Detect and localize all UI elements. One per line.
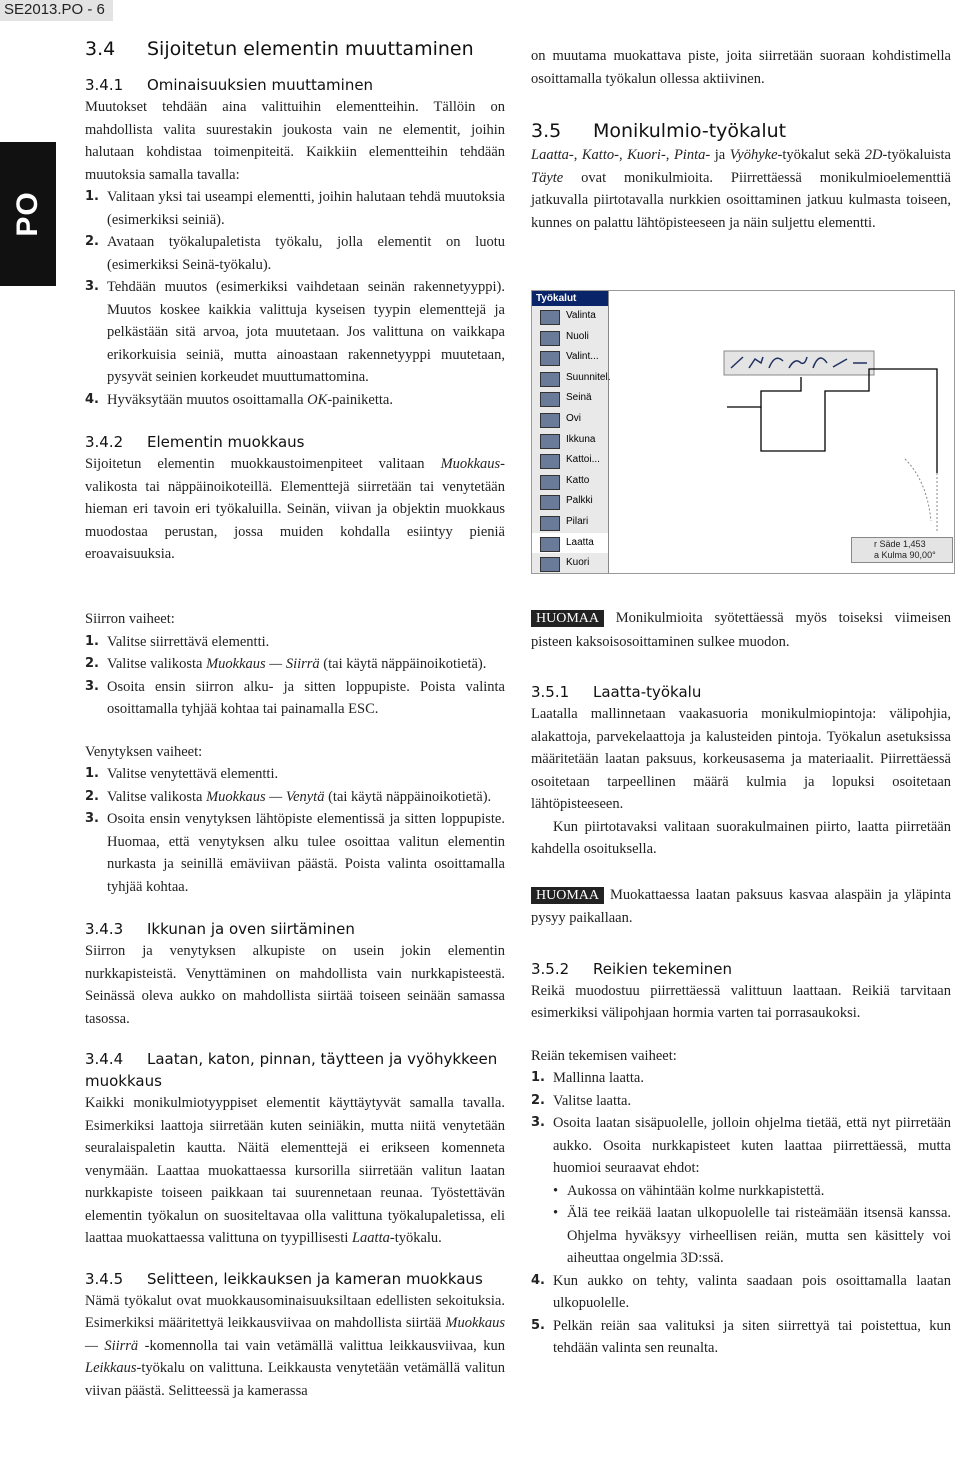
list-item: 1. Mallinna laatta. [531, 1070, 644, 1086]
paragraph-3-4-3: Siirron ja venytyksen alkupiste on usein jokin elementin nurkkapisteistä. Venyttäminen on mahdollista vain nurkkapisteestä. Seinässä oleva aukko on mahdollista siirtää toiseen seinään samassa tasossa. [85, 943, 505, 1027]
tool-kattoi[interactable]: Kattoi... [532, 450, 608, 471]
reika-heading: Reiän tekemisen vaiheet: [531, 1047, 677, 1064]
list-item: 3. Osoita ensin venytyksen lähtöpiste elementissä ja sitten loppupiste. Huomaa, että venytyksen alku tulee osoittaa valitun elementin nurkasta ja seinillä emäviivan päästä. Poista valinta osoittamalla tyhjää kohtaa. [85, 811, 505, 895]
tool-katto[interactable]: Katto [532, 471, 608, 492]
tool-palkki[interactable]: Palkki [532, 491, 608, 512]
plan-icon [540, 372, 560, 387]
right-column-bottom [531, 607, 951, 1360]
list-item: 1. Valitse siirrettävä elementti. [85, 633, 270, 650]
tool-valint[interactable]: Valint... [532, 347, 608, 368]
left-column-bottom [85, 608, 505, 1402]
note-2: HUOMAA Muokattaessa laatan paksuus kasvaa alaspäin ja yläpinta pysyy paikallaan. [531, 886, 952, 926]
marquee-icon [540, 351, 560, 366]
heading-3-4-5: 3.4.5 Selitteen, leikkauksen ja kameran muokkaus [85, 1269, 483, 1288]
coordinate-box: r Säde 1,453 a Kulma 90,00° [851, 537, 953, 563]
note-badge: HUOMAA [531, 610, 604, 627]
list-item: 5. Pelkän reiän saa valituksi ja siten siirrettyä tai poistettua, kun tehdään valinta sen reunalta. [531, 1317, 951, 1356]
list-item: 2. Valitse valikosta Muokkaus — Venytä (tai käytä näppäinoikotietä). [85, 788, 492, 805]
note-1: HUOMAA Monikulmioita syötettäessä myös toiseksi viimeisen pisteen kaksoisosoittaminen sulkee muodon. [531, 610, 951, 650]
paragraph-3-5-1a: Laatalla mallinnetaan vaakasuoria monikulmiopintoja: välipohjia, alakattoja, parvekelaattoja ja kalusteiden pintoja. Työkalun asetuksissa määritetään laatan paksuus, korkeusasema ja materiaalit. Piirrettäessä osoitetaan tarpeellinen määrä kulmia ja lopuksi osoitetaan lähtöpisteeseen. [531, 706, 951, 812]
tool-seina[interactable]: Seinä [532, 388, 608, 409]
list-item: 3. Osoita laatan sisäpuolelle, jolloin ohjelma tietää, että nyt piirretään aukko. Osoita nurkkapisteet kuten laattaa piirrettäessä, mutta huomioi seuraavat ehdot: [531, 1115, 951, 1176]
slab-icon [540, 537, 560, 552]
heading-3-4-2: 3.4.2 Elementin muokkaus [85, 433, 305, 451]
tool-ovi[interactable]: Ovi [532, 409, 608, 430]
geometry-method-toolbar [724, 351, 874, 375]
paragraph-3-5: Laatta-, Katto-, Kuori-, Pinta- ja Vyöhyke-työkalut sekä 2D-työkaluista Täyte ovat monikulmioita. Piirrettäessä monikulmioelementtiä jatkuvalla piirtotavalla nurkkien osoittaminen jatkuu kulmasta toiseen, kunnes on palattu lähtöpisteeseen ja näin suljettu elementti. [531, 147, 951, 231]
tool-ikkuna[interactable]: Ikkuna [532, 430, 608, 451]
tool-nuoli[interactable]: Nuoli [532, 327, 608, 348]
heading-3-5: 3.5 Monikulmio-työkalut [531, 120, 787, 142]
siirto-heading: Siirron vaiheet: [85, 611, 175, 627]
left-column-top [85, 36, 505, 566]
page-header-code: SE2013.PO - 6 [0, 0, 113, 21]
tool-laatta[interactable]: Laatta [532, 533, 608, 554]
ceiling-icon [540, 454, 560, 469]
heading-3-4-3: 3.4.3 Ikkunan ja oven siirtäminen [85, 920, 355, 938]
tool-palette-title: Työkalut [532, 291, 608, 306]
venytys-heading: Venytyksen vaiheet: [85, 743, 203, 760]
paragraph-3-4-1: Muutokset tehdään aina valittuihin elementteihin. Tällöin on mahdollista valita suurestakin joukosta vain ne elementit, joihin halutaan kohdistaa toimenpiteitä. Kaikkiin elementteihin tehdään muutoksia samalla tavalla: [85, 99, 505, 183]
heading-3-4-1: 3.4.1 Ominaisuuksien muuttaminen [85, 76, 374, 94]
list-venytys [85, 763, 505, 898]
list-item: • Aukossa on vähintään kolme nurkkapistettä. [553, 1180, 951, 1203]
arc-guide [905, 459, 931, 521]
heading-3-5-1: 3.5.1 Laatta-työkalu [531, 683, 702, 701]
list-item: 2. Avataan työkalupaletista työkalu, jolla elementit on luotu (esimerkiksi Seinä-työkalu). [85, 234, 505, 273]
tool-valinta[interactable]: Valinta [532, 306, 608, 327]
tool-palette [532, 291, 609, 573]
paragraph-3-4-2: Sijoitetun elementin muokkaustoimenpiteet valitaan Muokkaus-valikosta tai näppäinoikoteillä. Elementtejä siirretään tai venytetään hieman eri tavoin eri työkaluilla. Seinän, viivan ja objektin muokkaus muodostaa perustan, jossa muiden kohdalla esiintyy pieniä eroavaisuuksia. [85, 456, 505, 562]
beam-icon [540, 495, 560, 510]
chapter-side-tab: PO [0, 142, 56, 286]
door-icon [540, 413, 560, 428]
heading-3-5-2: 3.5.2 Reikien tekeminen [531, 959, 733, 978]
heading-3-4-4: 3.4.4 Laatan, katon, pinnan, täytteen ja vyöhykkeen muokkaus [85, 1050, 498, 1090]
arrow-icon [540, 331, 560, 346]
paragraph-3-4-5: Nämä työkalut ovat muokkausominaisuuksiltaan edellisten sekoituksia. Esimerkiksi määritettyä leikkausviivaa on mahdollista siirtää Muokkaus — Siirrä -komennolla tai vain vetämällä valittua leikkausviivaa, kun Leikkaus-työkalu on valittuna. Leikkausta venytetään vetämällä valitun viivan päästä. Selitteessä ja kamerassa [85, 1292, 505, 1399]
arrow-icon [540, 310, 560, 325]
tool-pilari[interactable]: Pilari [532, 512, 608, 533]
list-siirto [85, 631, 505, 721]
list-item: 1. Valitse venytettävä elementti. [85, 766, 279, 782]
right-column-top [531, 45, 951, 234]
list-item: 2. Valitse valikosta Muokkaus — Siirrä (tai käytä näppäinoikotietä). [85, 656, 487, 672]
window-icon [540, 434, 560, 449]
list-item: 3. Tehdään muutos (esimerkiksi vaihdetaan seinän rakennetyyppi). Muutos koskee kaikkia valittuja kyseisen tyypin elementtejä ja pelkästään sitä arvoa, jota muutetaan. Jos valittuna on vaikkapa erikorkuisia seiniä, mutta ainoastaan rakennetyyppi muutetaan, pysyvät seinien korkeudet muuttumattomina. [85, 279, 505, 385]
heading-3-4: 3.4 Sijoitetun elementin muuttaminen [85, 38, 474, 60]
list-item: 2. Valitse laatta. [531, 1092, 632, 1109]
software-screenshot [531, 290, 955, 574]
list-item: 3. Osoita ensin siirron alku- ja sitten loppupiste. Poista valinta osoittamalla tyhjää kohtaa tai painamalla ESC. [85, 678, 505, 717]
polygon-drawing [727, 369, 937, 473]
list-reika [531, 1067, 951, 1180]
paragraph-3-5-2: Reikä muodostuu piirrettäessä valittuun laattaan. Reikiä tarvitaan esimerkiksi välipohjaan hormia varten tai porrasaukoksi. [531, 982, 951, 1021]
list-item: • Älä tee reikää laatan ulkopuolelle tai risteämään itsensä kanssa. Ohjelma hyväksyy virheellisen reiän, mutta sen käsittely voi aiheuttaa ongelmia 3D:ssä. [553, 1202, 951, 1270]
list-item: 4. Kun aukko on tehty, valinta saadaan pois osoittamalla laatan ulkopuolelle. [531, 1272, 951, 1311]
drawing-canvas [609, 291, 955, 573]
list-item: 1. Valitaan yksi tai useampi elementti, joihin halutaan tehdä muutoksia (esimerkiksi seiniä). [85, 189, 505, 228]
wall-icon [540, 392, 560, 407]
list-conditions [531, 1180, 951, 1270]
column-icon [540, 516, 560, 531]
tool-suunnitel[interactable]: Suunnitel. [532, 368, 608, 389]
tool-kuori[interactable]: Kuori [532, 553, 608, 574]
list-reika-cont [531, 1270, 951, 1360]
paragraph-3-5-1b: Kun piirtotavaksi valitaan suorakulmainen piirto, laatta piirretään kahdella osoituksella. [531, 818, 951, 857]
list-3-4-1 [85, 186, 505, 411]
paragraph-continued: on muutama muokattava piste, joita siirretään suoraan kohdistimella osoittamalla työkalun ollessa aktiivinen. [531, 48, 951, 87]
note-badge: HUOMAA [531, 887, 604, 904]
list-item: 4. Hyväksytään muutos osoittamalla OK-painiketta. [85, 391, 393, 408]
roof-icon [540, 475, 560, 490]
paragraph-3-4-4: Kaikki monikulmiotyyppiset elementit käyttäytyvät samalla tavalla. Esimerkiksi laattoja siirretään kuten seiniäkin, mutta niitä venytetään seuralaispaletin kautta. Näitä elementtejä ei erikseen komenneta venymään. Laattaa muokattaessa kursorilla siirretään valitun laatan nurkkapiste toiseen paikkaan tai suurennetaan reunaa. Työstettävän elementin työkalun on suositeltavaa olla valittuna työkalupaletissa, eli laattaa muokattaessa valittuna on tyypillisesti Laatta-työkalu. [85, 1095, 505, 1246]
shell-icon [540, 557, 560, 572]
